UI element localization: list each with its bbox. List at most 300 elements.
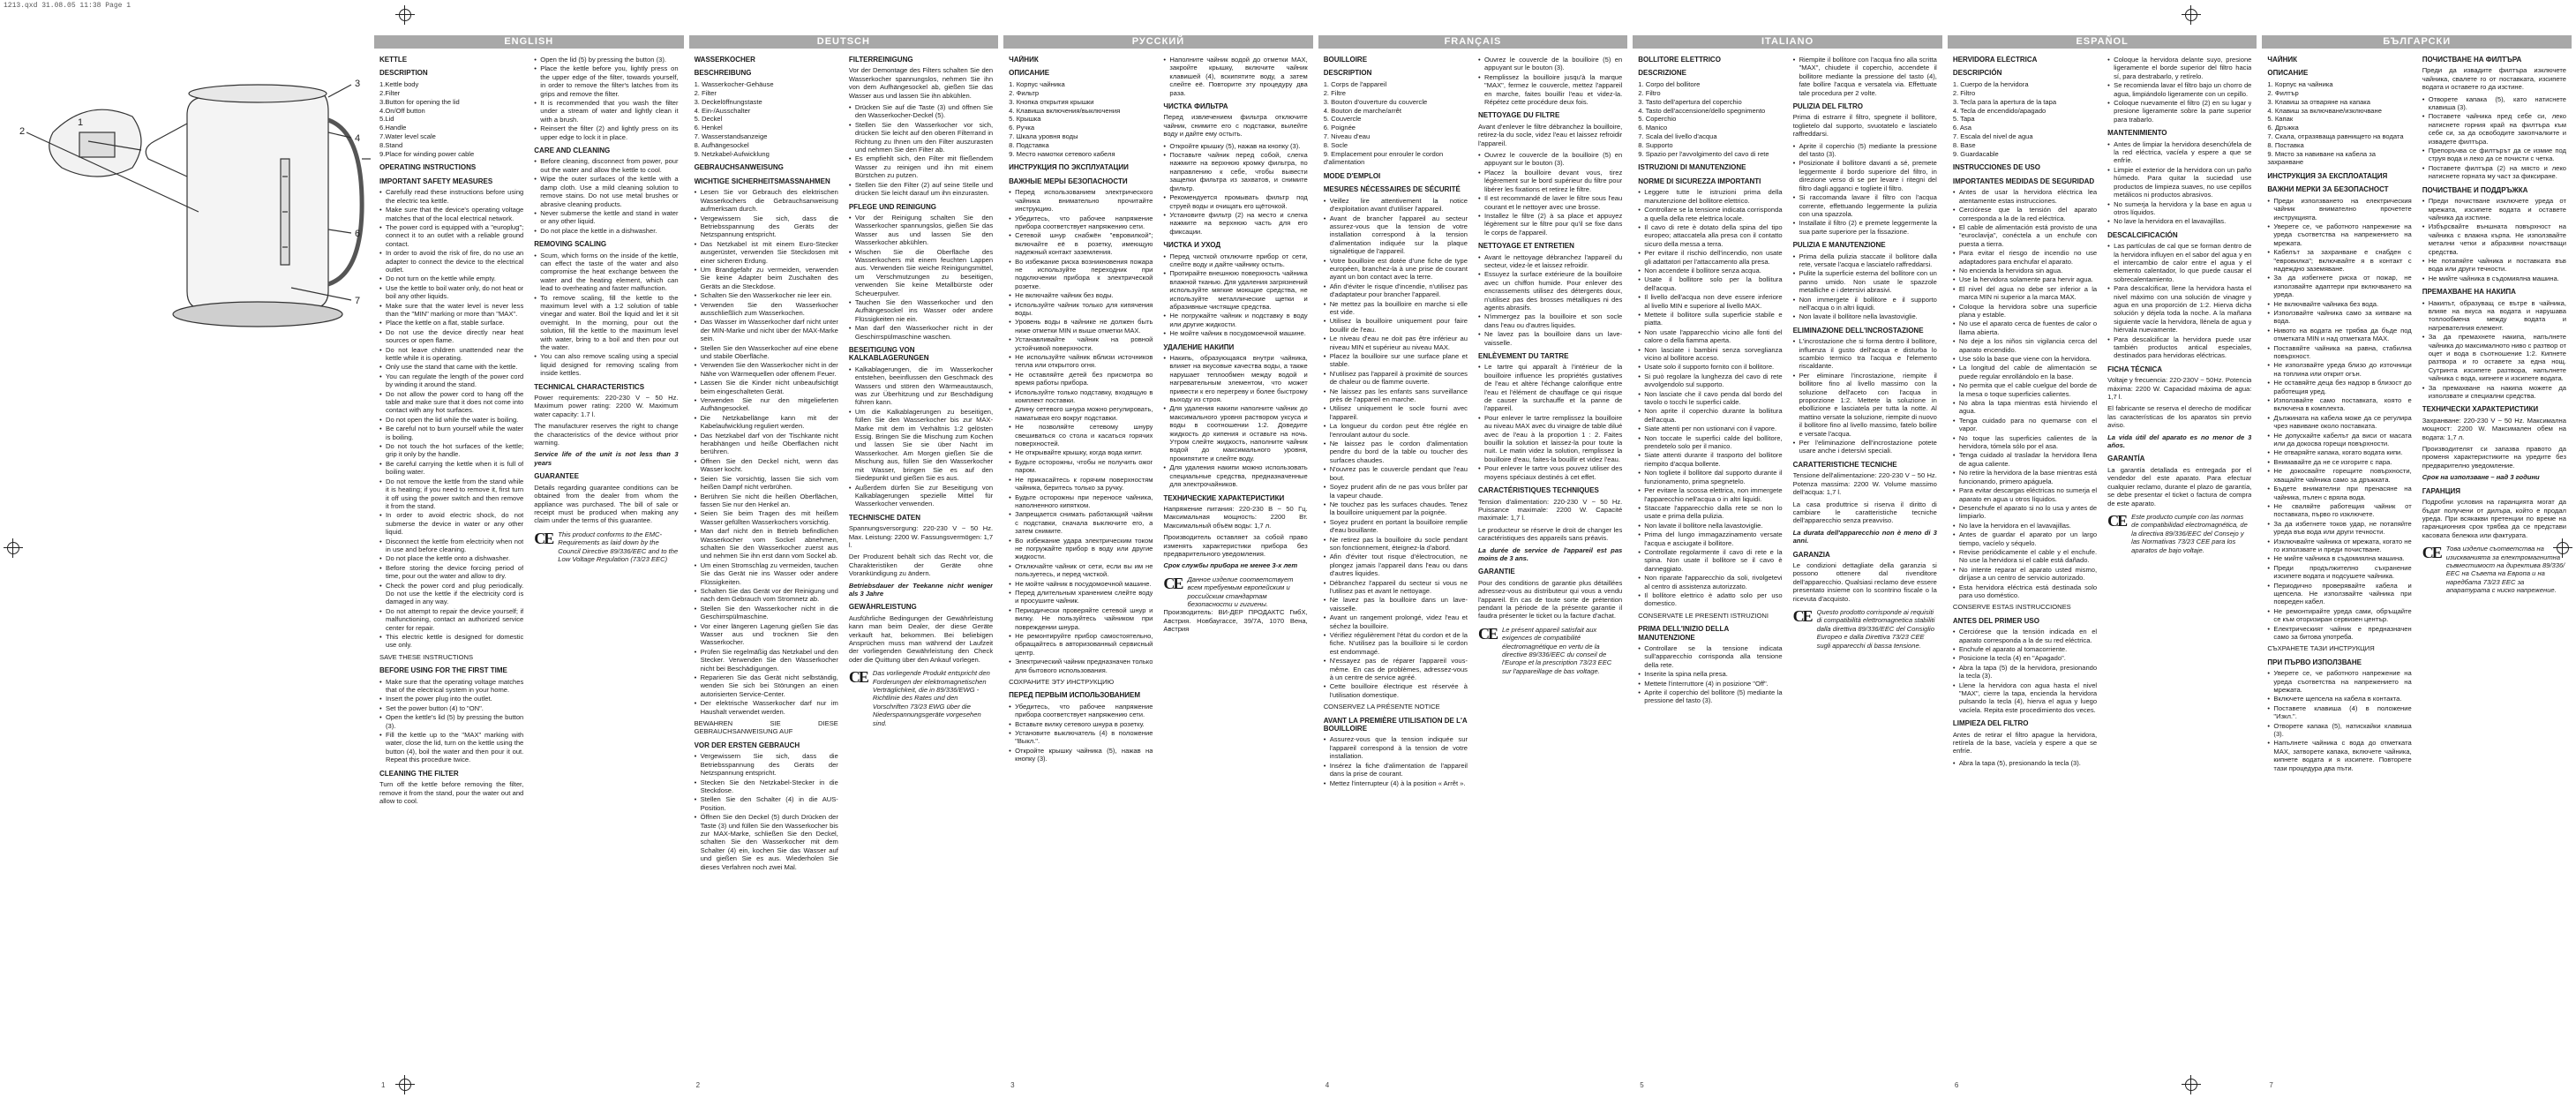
list-item: • Open the kettle's lid (5) by pressing the button (3). bbox=[379, 713, 523, 730]
section-heading: GEWÄHRLEISTUNG bbox=[848, 603, 917, 612]
list-item: • Stellen Sie den Wasserkocher vor sich, drücken Sie leicht auf den oberen Filterrand in Richtung zu Ihnen um den Filter auszurasten und nehmen Sie den Filter ab. bbox=[849, 121, 993, 154]
service-life-note: Service life of the unit is not less than 3 years bbox=[534, 450, 679, 467]
list-item: • Tauchen Sie den Wasserkocher und den Aufhängesockel ins Wasser oder andere Flüssigkeiten nie ein. bbox=[849, 298, 993, 323]
list-item: • Fill the kettle up to the "MAX" marking with water, close the lid, turn on the kettle using the button (4), boil the water and then pour it out. Repeat this procedure twice. bbox=[379, 731, 523, 764]
section-heading: ANTES DEL PRIMER USO bbox=[1952, 616, 2039, 625]
list-item: • To remove scaling, fill the kettle to the maximum level with a 1:2 solution of table vinegar and water. Boil the liquid and let it sit overnight. In the morning, pour out the solution, fill the kettle to the maximum level with water, bring to a boil and then pour out the water. bbox=[534, 294, 678, 352]
section-heading: CARATTERISTICHE TECNICHE bbox=[1792, 460, 1897, 469]
bullet-list bbox=[1163, 56, 1307, 97]
bullet-list bbox=[2422, 95, 2566, 181]
list-item: • Insert the power plug into the outlet. bbox=[379, 695, 523, 703]
list-item: • Използвайте само поставката, която е включена в комплекта. bbox=[2267, 396, 2411, 413]
list-item: • Не оставяйте деца без надзор в близост до работещия уред. bbox=[2267, 379, 2411, 395]
part-item: 2. Filtro bbox=[1638, 88, 1661, 97]
section-heading: ПЕРЕД ПЕРВЫМ ИСПОЛЬЗОВАНИЕМ bbox=[1009, 691, 1141, 700]
part-item: 8. Поставка bbox=[2267, 141, 2304, 150]
list-item: • Do not place the kettle in a dishwasher. bbox=[534, 227, 678, 235]
language-header: DEUTSCH bbox=[689, 35, 999, 49]
list-item: • Препоръчва се филтърът да се измие под струя вода и леко да се почисти с четка. bbox=[2422, 147, 2566, 163]
paragraph: La garantía detallada es entregada por el vendedor del este aparato. Para efectuar cualquier reclamo, durante el plazo de garantía, se debe presentar el ticket o factura de compra de este aparato. bbox=[2107, 465, 2252, 508]
list-item: • Le tartre qui apparaît à l'intérieur de la bouilloire influence les propriétés gustatives de l'eau et altère l'échange calorifique entre l'eau et l'élément de chauffage ce qui risque de causer la surchauffe et la panne de l'appareil. bbox=[1478, 363, 1622, 412]
list-item: • Per l'eliminazione dell'incrostazione potete usare anche i detersivi speciali. bbox=[1793, 439, 1937, 455]
section-heading: DESCALCIFICACIÓN bbox=[2107, 230, 2178, 239]
list-item: • Будьте осторожны при переносе чайника, наполненного кипятком. bbox=[1009, 493, 1153, 510]
paragraph: Voltaje y frecuencia: 220-230V ~ 50Hz. Potencia máxima: 2200 W. Capacidad máxima de agua: 1,7 l. bbox=[2107, 376, 2252, 402]
language-column bbox=[1633, 35, 1942, 1091]
list-item: • Не мойте чайник в посудомоечной машине. bbox=[1163, 329, 1307, 337]
paragraph: СОХРАНИТЕ ЭТУ ИНСТРУКЦИЮ bbox=[1009, 678, 1115, 687]
list-item: • Prima della pulizia staccate il bollitore dalla rete, versate l'acqua e lasciatelo raffreddarsi. bbox=[1793, 252, 1937, 269]
ce-text: Questo prodotto corrisponde ai requisiti di compatibilità elettromagnetica stabiliti dalla direttiva 89/336/EEC del Consiglio Europeo e dalla Direttiva 73/23 CEE sugli apparecchi di bassa tensione. bbox=[1816, 607, 1935, 650]
section-heading: BESCHREIBUNG bbox=[694, 69, 752, 78]
list-item: • Seien Sie vorsichtig, lassen Sie sich vom heißen Dampf nicht verbrühen. bbox=[695, 475, 838, 492]
part-item: 3. Клавиш за отваряне на капака bbox=[2267, 97, 2371, 106]
text-column bbox=[1793, 56, 1937, 1081]
list-item: • Избърсвайте външната повърхност на чайника с влажна кърпа. Не използвайте метални четки и абразивни почистващи средства. bbox=[2422, 222, 2566, 256]
list-item: • Установите выключатель (4) в положение "Выкл.". bbox=[1009, 729, 1153, 746]
list-item: • Man darf den Wasserkocher nicht in der Geschirrspülmaschine waschen. bbox=[849, 324, 993, 341]
ce-mark-icon: CE bbox=[1163, 574, 1183, 592]
figure-callout: 3 bbox=[355, 79, 361, 89]
part-item: 4. Tecla de encendido/apagado bbox=[1952, 106, 2047, 115]
bullet-list bbox=[1953, 628, 2097, 714]
list-item: • Vergewissern Sie sich, dass die Betriebsspannung des Geräts der Netzspannung entspricht. bbox=[695, 752, 838, 777]
list-item: • За да избегнете риска от пожар, не използвайте адаптери при включването на уреда. bbox=[2267, 274, 2411, 298]
list-item: • Installez le filtre (2) à sa place et appuyez légèrement sur le filtre pour qu'il se fixe dans le corps de l'appareil. bbox=[1478, 212, 1622, 237]
list-item: • Para evitar el riesgo de incendio no use adaptadores para enchufar el aparato. bbox=[1953, 249, 2097, 266]
list-item: • Не мийте чайника в съдомиялна машина. bbox=[2267, 554, 2411, 562]
figure-callout: 4 bbox=[355, 133, 361, 144]
list-item: • Posicione la tecla (4) en "Apagado". bbox=[1953, 654, 2097, 662]
section-heading: ISTRUZIONI DI MANUTENZIONE bbox=[1638, 163, 1746, 172]
section-heading: BOLLITORE ELETTRICO bbox=[1638, 56, 1721, 64]
list-item: • Antes de usar la hervidora eléctrica lea atentamente estas instrucciones. bbox=[1953, 188, 2097, 205]
list-item: • Non usate l'apparecchio vicino alle fonti del calore o della fiamma aperta. bbox=[1638, 328, 1782, 345]
section-heading: FILTERREINIGUNG bbox=[848, 56, 913, 64]
section-heading: PULIZIA E MANUTENZIONE bbox=[1792, 241, 1886, 250]
list-item: • Il cavo di rete è dotato della spina del tipo europeo; attaccatela alla presa con il contatto sicuro della messa a terra. bbox=[1638, 223, 1782, 248]
text-column bbox=[1324, 56, 1468, 1081]
list-item: • Das Netzkabel ist mit einem Euro-Stecker ausgerüstet, verwenden Sie Steckdosen mit einer sicheren Erdung. bbox=[695, 240, 838, 265]
list-item: • Um Brandgefahr zu vermeiden, verwenden Sie keine Adapter beim Zuschalten des Geräts an die Steckdose. bbox=[695, 266, 838, 290]
instruction-columns bbox=[374, 35, 2572, 1091]
ce-mark-icon: CE bbox=[1477, 624, 1497, 643]
list-item: • Stellen Sie den Wasserkocher auf eine ebene und stabile Oberfläche. bbox=[695, 344, 838, 361]
bullet-list bbox=[2422, 299, 2566, 401]
section-heading: УДАЛЕНИЕ НАКИПИ bbox=[1163, 342, 1235, 351]
section-heading: ИНСТРУКЦИЯ ЗА ЕКСПЛОАТАЦИЯ bbox=[2267, 171, 2388, 180]
ce-conformity-notice bbox=[2422, 545, 2566, 594]
bullet-list bbox=[2107, 242, 2251, 360]
section-heading: GARANTÍA bbox=[2107, 455, 2145, 463]
list-item: • Cerciórese que la tensión indicada en el aparato corresponda a la de su red eléctrica. bbox=[1953, 628, 2097, 644]
list-item: • Use la hervidora solamente para hervir agua. bbox=[1953, 275, 2097, 283]
bullet-list bbox=[1163, 252, 1307, 338]
page-number: 7 bbox=[2269, 1081, 2273, 1089]
list-item: • Non toccate le superfici calde del bollitore, prendetelo solo per il manico. bbox=[1638, 434, 1782, 451]
paragraph: CONSERVEZ LA PRÉSENTE NOTICE bbox=[1323, 703, 1440, 711]
ce-conformity-notice bbox=[1163, 575, 1307, 609]
list-item: • Вставьте вилку сетевого шнура в розетку. bbox=[1009, 720, 1153, 728]
list-item: • Make sure that the device's operating voltage matches that of the local electrical network. bbox=[379, 206, 523, 222]
list-item: • Make sure that the water level is never less than the "MIN" marking or more than "MAX". bbox=[379, 302, 523, 319]
ce-mark-icon: CE bbox=[848, 668, 867, 687]
section-heading: ГАРАНЦИЯ bbox=[2422, 486, 2461, 495]
list-item: • Placez la bouilloire sur une surface plane et stable. bbox=[1324, 352, 1468, 369]
list-item: • Revise periódicamente el cable y el enchufe. No use la hervidora si el cable está dañado. bbox=[1953, 548, 2097, 565]
part-item: 6. Ручка bbox=[1009, 124, 1035, 132]
list-item: • N'ouvrez pas le couvercle pendant que l'eau bout. bbox=[1324, 465, 1468, 482]
list-item: • Отворете капака (5), натискайки клавиша (3). bbox=[2267, 722, 2411, 739]
list-item: • Abra la tapa (5), presionando la tecla (3). bbox=[1953, 759, 2097, 767]
bullet-list bbox=[1953, 759, 2097, 767]
part-item: 6.Handle bbox=[379, 124, 407, 132]
list-item: • Накипь, образующаяся внутри чайника, влияет на вкусовые качества воды, а также нарушает теплообмен между водой и нагревательным элементом, что может привести к его перегреву и более быстрому выходу из строя. bbox=[1163, 354, 1307, 403]
list-item: • Не погружайте чайник и подставку в воду или другие жидкости. bbox=[1163, 312, 1307, 328]
list-item: • Do not leave children unattended near the kettle while it is operating. bbox=[379, 346, 523, 363]
list-item: • Vor der Reinigung schalten Sie den Wasserkocher spannungslos, gießen Sie das Wasser aus und lassen Sie den Wasserkocher abkühlen. bbox=[849, 214, 993, 247]
list-item: • Si raccomanda lavare il filtro con l'acqua corrente, effettuando leggermente la pulizia con una spazzola. bbox=[1793, 193, 1937, 218]
part-item: 6. Дръжка bbox=[2267, 124, 2299, 132]
service-life-note: La vida útil del aparato es no menor de 3 años. bbox=[2107, 432, 2252, 450]
part-item: 7. Скала, отразяваща равнището на водата bbox=[2267, 132, 2404, 141]
list-item: • Кабелът за захранване е снабден с "евровилка"; включвайте я в контакт с надеждно заземяване. bbox=[2267, 248, 2411, 273]
bullet-list bbox=[1793, 252, 1937, 321]
bullet-list bbox=[1953, 188, 2097, 599]
list-item: • Tenga cuidado al trasladar la hervidora llena de agua caliente. bbox=[1953, 451, 2097, 468]
text-column bbox=[1478, 56, 1622, 1081]
list-item: • N'immergez pas la bouilloire et son socle dans l'eau ou d'autres liquides. bbox=[1478, 312, 1622, 329]
part-item: 6. Poignée bbox=[1323, 124, 1356, 132]
bullet-list bbox=[1638, 644, 1782, 705]
section-heading: ПОЧИСТВАНЕ И ПОДДРЪЖКА bbox=[2422, 185, 2528, 194]
paragraph: Производителят си запазва правото да променя характеристиките на уредите без предварително уведомление. bbox=[2422, 445, 2566, 470]
paragraph: La casa produttrice si riserva il diritto di cambiare le caratteristiche tecniche dell'apparecchio senza preavviso. bbox=[1792, 500, 1937, 525]
list-item: • Не отваряйте капака, когато водата кипи. bbox=[2267, 448, 2411, 456]
section-heading: TECHNICAL CHARACTERISTICS bbox=[534, 382, 645, 391]
list-item: • Non accendete il bollitore senza acqua. bbox=[1638, 267, 1782, 274]
list-item: • No toque las superficies calientes de la hervidora, tómela sólo por el asa. bbox=[1953, 434, 2097, 451]
part-item: 1. Cuerpo de la hervidora bbox=[1952, 79, 2029, 88]
list-item: • No sumerja la hervidora y la base en agua u otros líquidos. bbox=[2107, 200, 2251, 217]
list-item: • Не позволяйте сетевому шнуру свешиваться со стола и касаться горячих поверхностей. bbox=[1009, 423, 1153, 447]
parts-list bbox=[379, 80, 523, 159]
list-item: • Die Netzkabellänge kann mit der Kabelaufwicklung reguliert werden. bbox=[695, 414, 838, 431]
list-item: • Cette bouilloire électrique est réservée à l'utilisation domestique. bbox=[1324, 682, 1468, 699]
list-item: • Llene la hervidora con agua hasta el nivel "MAX", cierre la tapa, encienda la hervidora pulsando la tecla (4), hierva el agua y luego vacíela. Repita este procedimiento dos veces. bbox=[1953, 681, 2097, 715]
part-item: 2. Филтър bbox=[2267, 88, 2299, 97]
list-item: • Usate solo il supporto fornito con il bollitore. bbox=[1638, 363, 1782, 371]
list-item: • Il est recommandé de laver le filtre sous l'eau courant et le nettoyer avec une brosse. bbox=[1478, 194, 1622, 211]
list-item: • Utilisez uniquement le socle fourni avec l'appareil. bbox=[1324, 404, 1468, 421]
page-number: 1 bbox=[381, 1081, 386, 1089]
section-heading: NETTOYAGE DU FILTRE bbox=[1477, 111, 1560, 120]
list-item: • Il bollitore elettrico è adatto solo per uso domestico. bbox=[1638, 591, 1782, 608]
section-heading: ПРЕМАХВАНЕ НА НАКИПА bbox=[2422, 288, 2516, 297]
list-item: • Не мойте чайник в посудомоечной машине. bbox=[1009, 580, 1153, 588]
part-item: 7.Water level scale bbox=[379, 132, 436, 141]
part-item: 3. Кнопка открытия крышки bbox=[1009, 97, 1094, 106]
list-item: • Електрическият чайник е предназначен само за битова употреба. bbox=[2267, 625, 2411, 642]
text-column bbox=[379, 56, 523, 1081]
part-item: 9. Guardacable bbox=[1952, 150, 1999, 159]
list-item: • Avant un rangement prolongé, videz l'eau et séchez la bouilloire. bbox=[1324, 613, 1468, 630]
list-item: • За да избегнете токов удар, не потапяйте уреда във вода или други течности. bbox=[2267, 520, 2411, 537]
paragraph: CONSERVATE LE PRESENTI ISTRUZIONI bbox=[1638, 611, 1769, 620]
part-item: 7. Niveau d'eau bbox=[1323, 132, 1371, 141]
part-item: 3. Bouton d'ouverture du couvercle bbox=[1323, 97, 1428, 106]
section-heading: ENLÈVEMENT DU TARTRE bbox=[1477, 352, 1569, 360]
bullet-list bbox=[1793, 56, 1937, 97]
part-item: 7. Escala del nivel de agua bbox=[1952, 132, 2033, 141]
list-item: • Insérez la fiche d'alimentation de l'appareil dans la prise de courant. bbox=[1324, 762, 1468, 778]
list-item: • Будьте осторожны, чтобы не получить ожог паром. bbox=[1009, 458, 1153, 475]
list-item: • Para descalcificar, llene la hervidora hasta el nivel máximo con una solución de vinagre y agua en una proporción de 1:2. Hierva dicha solución y déjela toda la noche. A la mañana siguiente vacíe la hervidora, llénela de agua y hiérvala nuevamente. bbox=[2107, 284, 2251, 334]
page-number: 4 bbox=[1325, 1081, 1330, 1089]
part-item: 5.Lid bbox=[379, 115, 394, 124]
section-heading: ЧИСТКА ФИЛЬТРА bbox=[1163, 102, 1228, 111]
section-heading: CARE AND CLEANING bbox=[534, 147, 611, 155]
section-heading: ПРИ ПЪРВО ИЗПОЛЗВАНЕ bbox=[2267, 658, 2362, 666]
list-item: • Il livello dell'acqua non deve essere inferiore al livello MIN e superiore al livello MAX. bbox=[1638, 293, 1782, 310]
list-item: • Mettete l'interruttore (4) in posizione "Off". bbox=[1638, 680, 1782, 688]
bullet-list bbox=[1009, 188, 1153, 674]
part-item: 2. Filter bbox=[694, 88, 717, 97]
list-item: • Поставете клавиша (4) в положение "Изкл.". bbox=[2267, 704, 2411, 721]
ce-text: Данное изделие соответствует всем требуемым европейским и российским стандартам безопасности и гигиены. bbox=[1187, 575, 1294, 608]
part-item: 4.On/Off button bbox=[379, 106, 425, 115]
parts-list bbox=[695, 80, 838, 159]
list-item: • Set the power button (4) to "ON". bbox=[379, 704, 523, 712]
list-item: • Lassen Sie die Kinder nicht unbeaufsichtigt beim eingeschalteten Gerät. bbox=[695, 379, 838, 395]
section-heading: PRIMA DELL'INIZIO DELLA MANUTENZIONE bbox=[1638, 625, 1729, 642]
list-item: • За премахване на накипа можете да използвате и специални средства. bbox=[2422, 384, 2566, 401]
bullet-list bbox=[2267, 669, 2411, 772]
list-item: • Inserite la spina nella presa. bbox=[1638, 670, 1782, 678]
list-item: • L'incrostazione che si forma dentro il bollitore, influenza il gusto dell'acqua e disturba lo scambio termico tra l'acqua e l'elemento riscaldante. bbox=[1793, 337, 1937, 371]
list-item: • Verwenden Sie den Wasserkocher ausschließlich zum Wasserkochen. bbox=[695, 301, 838, 318]
paragraph: Напряжение питания: 220-230 В ~ 50 Гц. Максимальная мощность: 2200 Вт. Максимальный объём воды: 1,7 л. bbox=[1163, 504, 1308, 530]
bullet-list bbox=[695, 752, 838, 871]
list-item: • Enchufe el aparato al tomacorriente. bbox=[1953, 645, 2097, 653]
list-item: • No deje a los niños sin vigilancia cerca del aparato encendido. bbox=[1953, 337, 2097, 354]
service-life-note: Betriebsdauer der Teekanne nicht weniger als 3 Jahre bbox=[848, 581, 994, 598]
list-item: • Не прикасайтесь к горячим поверхностям чайника, беритесь только за ручку. bbox=[1009, 476, 1153, 493]
part-item: 8. Подставка bbox=[1009, 141, 1049, 150]
list-item: • Ouvrez le couvercle de la bouilloire (5) en appuyant sur le bouton (3). bbox=[1478, 56, 1622, 72]
list-item: • Antes de guardar el aparato por un largo tiempo, vacíelo y séquelo. bbox=[1953, 530, 2097, 547]
bullet-list bbox=[849, 214, 993, 341]
text-column bbox=[1953, 56, 2097, 1081]
list-item: • No intente reparar el aparato usted mismo, diríjase a un centro de servicio autorizado. bbox=[1953, 566, 2097, 583]
paragraph: Avant d'enlever le filtre débranchez la bouilloire, retirez-la du socle, videz l'eau et laissez refroidir l'appareil. bbox=[1477, 122, 1623, 147]
section-heading: BESEITIGUNG VON KALKABLAGERUNGEN bbox=[848, 346, 929, 363]
paragraph: Производитель оставляет за собой право изменять характеристики прибора без предварительного уведомления. bbox=[1163, 533, 1308, 558]
bullet-list bbox=[1009, 703, 1153, 763]
list-item: • Изключвайте чайника от мрежата, когато не го използвате и преди почистване. bbox=[2267, 538, 2411, 554]
list-item: • Рекомендуется промывать фильтр под струей воды и очищать его щёточкой. bbox=[1163, 193, 1307, 210]
figure-callout: 7 bbox=[355, 296, 361, 306]
list-item: • Pour enlever le tartre vous pouvez utiliser des moyens spéciaux destinés à cet effet. bbox=[1478, 464, 1622, 481]
bullet-list bbox=[2267, 197, 2411, 642]
list-item: • Do not turn on the kettle while empty. bbox=[379, 274, 523, 282]
language-header: ITALIANO bbox=[1633, 35, 1942, 49]
section-heading: GUARANTEE bbox=[534, 472, 579, 481]
section-heading: LIMPIEZA DEL FILTRO bbox=[1952, 719, 2029, 728]
part-item: 8. Aufhängesockel bbox=[694, 141, 749, 150]
list-item: • Ne laissez pas le cordon d'alimentation pendre du bord de la table ou toucher des surfaces chaudes. bbox=[1324, 440, 1468, 464]
section-heading: MANTENIMIENTO bbox=[2107, 129, 2167, 138]
paragraph: СЪХРАНЕТЕ ТАЗИ ИНСТРУКЦИЯ bbox=[2267, 644, 2375, 653]
bullet-list bbox=[1793, 337, 1937, 455]
list-item: • Esta hervidora eléctrica está destinada solo para uso doméstico. bbox=[1953, 583, 2097, 600]
bullet-list bbox=[1163, 142, 1307, 236]
list-item: • Non lavate il bollitore nella lavastoviglie. bbox=[1793, 312, 1937, 320]
ce-text: Este producto cumple con las normas de compatibilidad electromagnética, de la directiva 89/336/EEC del Consejo y las Normativas 73/23 CEE para los aparatos de bajo voltaje. bbox=[2131, 512, 2248, 554]
registration-mark bbox=[395, 5, 415, 25]
list-item: • Перед использованием электрического чайника внимательно прочитайте инструкцию. bbox=[1009, 188, 1153, 213]
list-item: • Wischen Sie die Oberfläche des Wasserkochers mit einem feuchten Lappen aus. Verwenden Sie weiche Reinigungsmittel, um Verschmutzungen zu beseitigen, verwenden Sie keine Metallbürste oder Scheuerpulver. bbox=[849, 248, 993, 297]
part-item: 1. Корпус чайника bbox=[1009, 79, 1065, 88]
list-item: • Öffnen Sie den Deckel (5) durch Drücken der Taste (3) und füllen Sie den Wasserkocher bis zur MAX-Marke, schließen Sie den Deckel, schalten Sie den Wasserkocher mit dem Schalter (4) ein, kochen Sie das Wasser auf und gießen Sie es aus. Wiederholen Sie dieses Verfahren noch zwei Mal. bbox=[695, 813, 838, 871]
print-header-line: 1213.qxd 31.08.05 11:38 Page 1 bbox=[4, 2, 131, 10]
ce-mark-icon: CE bbox=[2107, 511, 2127, 530]
list-item: • The power cord is equipped with a "europlug"; connect it to an outlet with a reliable ground contact. bbox=[379, 223, 523, 248]
part-item: 5. Tapa bbox=[1952, 115, 1975, 124]
list-item: • Das Netzkabel darf von der Tischkante nicht herabhängen und heiße Oberflächen nicht berühren. bbox=[695, 432, 838, 456]
list-item: • Per evitare la scossa elettrica, non immergete l'apparecchio nell'acqua o in altri liquidi. bbox=[1638, 486, 1782, 503]
list-item: • Veillez lire attentivement la notice d'exploitation avant d'utiliser l'appareil. bbox=[1324, 197, 1468, 214]
list-item: • Не използвайте уреда близо до източници на топлина или открит огън. bbox=[2267, 361, 2411, 378]
part-item: 9. Място за навиване на кабела за захранване bbox=[2267, 150, 2376, 167]
ce-conformity-notice bbox=[1793, 608, 1937, 650]
bullet-list bbox=[849, 103, 993, 197]
list-item: • Before storing the device forcing period of time, pour out the water and allow to dry. bbox=[379, 564, 523, 581]
part-item: 9. Netzkabel-Aufwicklung bbox=[694, 150, 770, 159]
list-item: • Запрещается снимать работающий чайник с подставки, сначала выключите его, а затем снимите. bbox=[1009, 510, 1153, 535]
list-item: • Ne touchez pas les surfaces chaudes. Tenez la bouilloire uniquement par la poignée. bbox=[1324, 500, 1468, 517]
list-item: • Преди използването на електрическия чайник внимателно прочетете инструкцията. bbox=[2267, 197, 2411, 222]
section-heading: ТЕХНИЧЕСКИЕ ХАРАКТЕРИСТИКИ bbox=[1163, 493, 1285, 502]
kettle-illustration bbox=[0, 35, 371, 1094]
section-heading: WICHTIGE SICHERHEITSMASSNAHMEN bbox=[694, 177, 830, 185]
paragraph: Power requirements: 220-230 V ~ 50 Hz. Maximum power rating: 2200 W. Maximum water capacity: 1.7 l. bbox=[534, 394, 679, 418]
list-item: • La longueur du cordon peut être réglée en l'enroulant autour du socle. bbox=[1324, 422, 1468, 439]
list-item: • Las partículas de cal que se forman dentro de la hervidora influyen en el sabor del agua y en el intercambio de calor entre el agua y el elemento calentador, lo que puede causar el sobrecalentamiento. bbox=[2107, 242, 2251, 283]
list-item: • Pour enlever le tartre remplissez la bouilloire au niveau MAX avec du vinaigre de table dilué avec de l'eau à la proportion 1 : 2. Faites bouillir la solution et laissez-la pour toute la nuit. Le matin videz la solution, remplissez la bouilloire d'eau, faites-la bouillir et videz l'eau. bbox=[1478, 414, 1622, 463]
section-heading: VOR DER ERSTEN GEBRAUCH bbox=[694, 741, 800, 749]
language-header: БЪЛГАРСКИ bbox=[2262, 35, 2572, 49]
paragraph: Antes de retirar el filtro apague la hervidora, retírela de la base, vacíela y espere a que se enfríe. bbox=[1952, 730, 2098, 756]
paragraph: Vor der Demontage des Filters schalten Sie den Wasserkocher spannungslos, nehmen Sie ihn von dem Aufhängesockel ab, gießen Sie das Wasser aus und lassen Sie ihn abkühlen. bbox=[848, 66, 994, 100]
list-item: • Убедитесь, что рабочее напряжение прибора соответствует напряжению сети. bbox=[1009, 703, 1153, 719]
list-item: • Prüfen Sie regelmäßig das Netzkabel und den Stecker. Verwenden Sie den Wasserkocher nicht bei Beschädigungen. bbox=[695, 648, 838, 673]
list-item: • Включете щепсела на кабела в контакта. bbox=[2267, 695, 2411, 703]
section-heading: WASSERKOCHER bbox=[694, 56, 755, 64]
section-heading: BOUILLOIRE bbox=[1323, 56, 1368, 64]
paragraph: Pour des conditions de garantie plus détaillées adressez-vous au distributeur qui vous a vendu l'appareil. En cas de toute sorte de prétention pendant la période de la présente garantie il faudra présenter le ticket ou la facture d'achat. bbox=[1477, 578, 1623, 620]
list-item: • Не открывайте крышку, когда вода кипит. bbox=[1009, 448, 1153, 456]
list-item: • N'essayez pas de réparer l'appareil vous-même. En cas de problèmes, adressez-vous à un centre de service agréé. bbox=[1324, 657, 1468, 681]
part-item: 4. Клавиш за включване/изключване bbox=[2267, 106, 2382, 115]
section-heading: FICHA TÉCNICA bbox=[2107, 365, 2163, 373]
list-item: • Не потапяйте чайника и поставката във вода или други течности. bbox=[2422, 257, 2566, 274]
bullet-list bbox=[2422, 197, 2566, 282]
list-item: • In order to avoid electric shock, do not submerse the device in water or any other liquid. bbox=[379, 511, 523, 536]
list-item: • Per eliminare l'incrostazione, riempite il bollitore fino al livello massimo con la soluzione dell'aceto con l'acqua in proporzione 1:2. Mettete la soluzione in ebollizione e lasciatela per tutta la notte. Al mattino versate la soluzione, riempite di nuovo il bollitore fino al livello massimo, fatelo bollire e versate l'acqua. bbox=[1793, 372, 1937, 438]
list-item: • Usate il bollitore solo per la bollitura dell'acqua. bbox=[1638, 275, 1782, 292]
list-item: • Coloque la hervidora delante suyo, presione ligeramente el borde superior del filtro hacia sí, para destrabarlo, y retírelo. bbox=[2107, 56, 2251, 80]
list-item: • Use the kettle to boil water only, do not heat or boil any other liquids. bbox=[379, 284, 523, 301]
list-item: • Използвайте чайника само за кипване на вода. bbox=[2267, 309, 2411, 326]
list-item: • Do not open the lid while the water is boiling. bbox=[379, 416, 523, 424]
list-item: • Cerciórese que la tensión del aparato corresponda a la de la red eléctrica. bbox=[1953, 206, 2097, 222]
list-item: • Перед длительным хранением слейте воду и просушите чайник. bbox=[1009, 589, 1153, 605]
list-item: • Si può regolare la lunghezza del cavo di rete avvolgendolo sul supporto. bbox=[1638, 372, 1782, 389]
section-heading: NETTOYAGE ET ENTRETIEN bbox=[1477, 242, 1574, 251]
list-item: • Se recomienda lavar el filtro bajo un chorro de agua, limpiándolo ligeramente con un cepillo. bbox=[2107, 81, 2251, 98]
part-item: 7. Wasserstandsanzeige bbox=[694, 132, 768, 141]
parts-list bbox=[1324, 80, 1468, 167]
list-item: • Only use the stand that came with the kettle. bbox=[379, 363, 523, 371]
part-item: 2. Фильтр bbox=[1009, 88, 1040, 97]
list-item: • Non togliete il bollitore dal supporto durante il funzionamento, prima spegnetelo. bbox=[1638, 469, 1782, 485]
list-item: • No use el aparato cerca de fuentes de calor o llama abierta. bbox=[1953, 320, 2097, 336]
text-column bbox=[2267, 56, 2411, 1081]
section-heading: REMOVING SCALING bbox=[534, 240, 607, 249]
section-heading: AVANT LA PREMIÈRE UTILISATION DE L'A BOUILLOIRE bbox=[1323, 716, 1468, 733]
section-heading: DESCRIZIONE bbox=[1638, 69, 1686, 78]
list-item: • Уровень воды в чайнике не должен быть ниже отметки MIN и выше отметки MAX. bbox=[1009, 318, 1153, 335]
paragraph: Преди да извадите филтъра изключете чайника, свалете го от поставката, изсипете водата и оставете го да изстине. bbox=[2422, 66, 2566, 92]
part-item: 6. Manico bbox=[1638, 124, 1668, 132]
bullet-list bbox=[695, 188, 838, 716]
list-item: • Do not remove the kettle from the stand while it is heating; if you need to remove it, first turn it off using the power switch and then remove it from the stand. bbox=[379, 478, 523, 511]
part-item: 8.Stand bbox=[379, 141, 403, 150]
part-item: 7. Шкала уровня воды bbox=[1009, 132, 1078, 141]
list-item: • Controllare se la tensione indicata sull'apparecchio corrisponda alla tensione della rete. bbox=[1638, 644, 1782, 669]
section-heading: ЧАЙНИК bbox=[1009, 56, 1039, 64]
list-item: • Do not allow the power cord to hang off the table and make sure that it does not come into contact with any hot surfaces. bbox=[379, 390, 523, 415]
section-heading: ПОЧИСТВАНЕ НА ФИЛТЪРА bbox=[2422, 56, 2522, 64]
part-item: 1. Корпус на чайника bbox=[2267, 79, 2333, 88]
list-item: • Не ремонтируйте прибор самостоятельно, обращайтесь в авторизованный сервисный центр. bbox=[1009, 632, 1153, 657]
language-column bbox=[374, 35, 684, 1091]
list-item: • Tenga cuidado para no quemarse con el vapor. bbox=[1953, 417, 2097, 433]
ce-mark-icon: CE bbox=[1792, 606, 1812, 625]
page-number: 5 bbox=[1640, 1081, 1644, 1089]
bullet-list bbox=[534, 157, 678, 235]
bullet-list bbox=[379, 188, 523, 650]
list-item: • Aprite il coperchio del bollitore (5) mediante la pressione del tasto (3). bbox=[1638, 688, 1782, 705]
part-item: 4. Клавиша включения/выключения bbox=[1009, 106, 1121, 115]
list-item: • Be careful carrying the kettle when it is full of boiling water. bbox=[379, 460, 523, 477]
list-item: • Soyez prudent afin de ne pas vous brûler par la vapeur chaude. bbox=[1324, 483, 1468, 500]
list-item: • Перед чисткой отключите прибор от сети, слейте воду и дайте чайнику остыть. bbox=[1163, 252, 1307, 269]
list-item: • Stellen Sie den Wasserkocher nicht in die Geschirrspülmaschine. bbox=[695, 605, 838, 621]
list-item: • Для удаления накипи можно использовать специальные средства, предназначенные для электрочайников. bbox=[1163, 463, 1307, 488]
list-item: • Внимавайте да не се изгорите с пара. bbox=[2267, 458, 2411, 466]
list-item: • Mettete il bollitore sulla superficie stabile e piatta. bbox=[1638, 311, 1782, 327]
ce-text: This product conforms to the EMC-Requirements as laid down by the Council Directive 89/336/EEC and to the Low Voltage Regulation (73/23 EEC) bbox=[558, 530, 679, 563]
list-item: • Vergewissern Sie sich, dass die Betriebsspannung des Geräts der Netzspannung entspricht. bbox=[695, 214, 838, 239]
list-item: • Не включвайте чайника без вода. bbox=[2267, 300, 2411, 308]
list-item: • Soyez prudent en portant la bouilloire remplie d'eau bouillante. bbox=[1324, 518, 1468, 535]
figure-callout: 6 bbox=[355, 229, 361, 239]
section-heading: DESCRIPTION bbox=[1323, 69, 1372, 78]
list-item: • Поставьте чайник перед собой, слегка нажмите на верхнюю кромку фильтра, по направлению к себе, чтобы вывести защелки фильтра из захватов, и снимите фильтр. bbox=[1163, 151, 1307, 192]
list-item: • Преди продължително съхранение изсипете водата и подсушете чайника. bbox=[2267, 564, 2411, 581]
